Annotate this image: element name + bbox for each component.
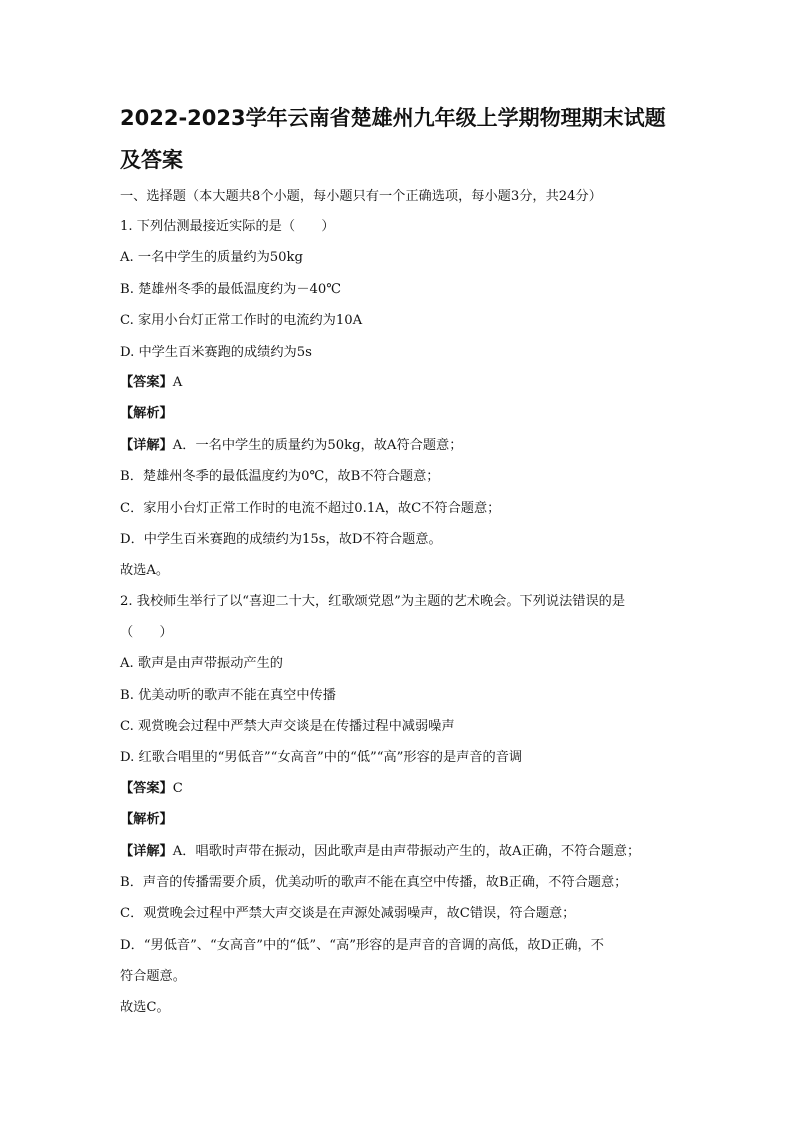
question-2-stem-line1: 2. 我校师生举行了以“喜迎二十大，红歌颂党恩”为主题的艺术晚会。下列说法错误的是 <box>120 594 626 609</box>
analysis-label: 【解析】 <box>120 812 173 827</box>
detail-label: 【详解】 <box>120 844 173 859</box>
question-2-detail-d: D．“男低音”、“女高音”中的“低”、“高”形容的是声音的音调的高低，故D正确，不 <box>120 938 604 953</box>
question-1-analysis-label <box>120 405 680 423</box>
question-1-option-c: C. 家用小台灯正常工作时的电流约为10A <box>120 313 363 328</box>
question-1-answer <box>120 374 680 392</box>
section-heading: 一、选择题（本大题共8个小题，每小题只有一个正确选项，每小题3分，共24分） <box>120 189 602 204</box>
answer-label: 【答案】 <box>120 781 173 796</box>
analysis-label: 【解析】 <box>120 406 173 421</box>
question-1-detail-a <box>120 437 680 455</box>
answer-label: 【答案】 <box>120 375 173 390</box>
detail-text: A．一名中学生的质量约为50kg，故A符合题意； <box>172 438 463 453</box>
question-1-detail-b: B．楚雄州冬季的最低温度约为0℃，故B不符合题意； <box>120 469 440 484</box>
question-2-detail-b: B．声音的传播需要介质，优美动听的歌声不能在真空中传播，故B正确，不符合题意； <box>120 875 628 890</box>
question-2-detail-c: C．观赏晚会过程中严禁大声交谈是在声源处减弱噪声，故C错误，符合题意； <box>120 906 576 921</box>
question-1-option-a: A. 一名中学生的质量约为50kg <box>120 250 303 265</box>
question-1-option-b: B. 楚雄州冬季的最低温度约为－40℃ <box>120 282 342 297</box>
question-2-analysis-label <box>120 811 680 829</box>
answer-value: C <box>172 781 183 796</box>
question-2-detail-d-cont: 符合题意。 <box>120 969 186 984</box>
document-title: 2022-2023学年云南省楚雄州九年级上学期物理期末试题及答案 <box>120 106 666 172</box>
question-1-stem: 1. 下列估测最接近实际的是（ ） <box>120 219 335 234</box>
detail-text: A．唱歌时声带在振动，因此歌声是由声带振动产生的，故A正确，不符合题意； <box>172 844 641 859</box>
question-2-conclusion: 故选C。 <box>120 1000 170 1015</box>
question-1-detail-d: D．中学生百米赛跑的成绩约为15s，故D不符合题意。 <box>120 532 442 547</box>
question-2-detail-a <box>120 843 680 861</box>
question-2-answer <box>120 780 680 798</box>
question-1-detail-c: C．家用小台灯正常工作时的电流不超过0.1A，故C不符合题意； <box>120 501 501 516</box>
question-2-stem-line2: （ ） <box>120 625 173 640</box>
question-2-option-a: A. 歌声是由声带振动产生的 <box>120 656 283 671</box>
question-2-option-c: C. 观赏晚会过程中严禁大声交谈是在传播过程中减弱噪声 <box>120 719 455 734</box>
question-2-option-d: D. 红歌合唱里的“男低音”“女高音”中的“低”“高”形容的是声音的音调 <box>120 750 523 765</box>
question-2-option-b: B. 优美动听的歌声不能在真空中传播 <box>120 688 336 703</box>
answer-value: A <box>172 375 183 390</box>
question-1-option-d: D. 中学生百米赛跑的成绩约为5s <box>120 345 312 360</box>
question-1-conclusion: 故选A。 <box>120 563 170 578</box>
detail-label: 【详解】 <box>120 438 173 453</box>
